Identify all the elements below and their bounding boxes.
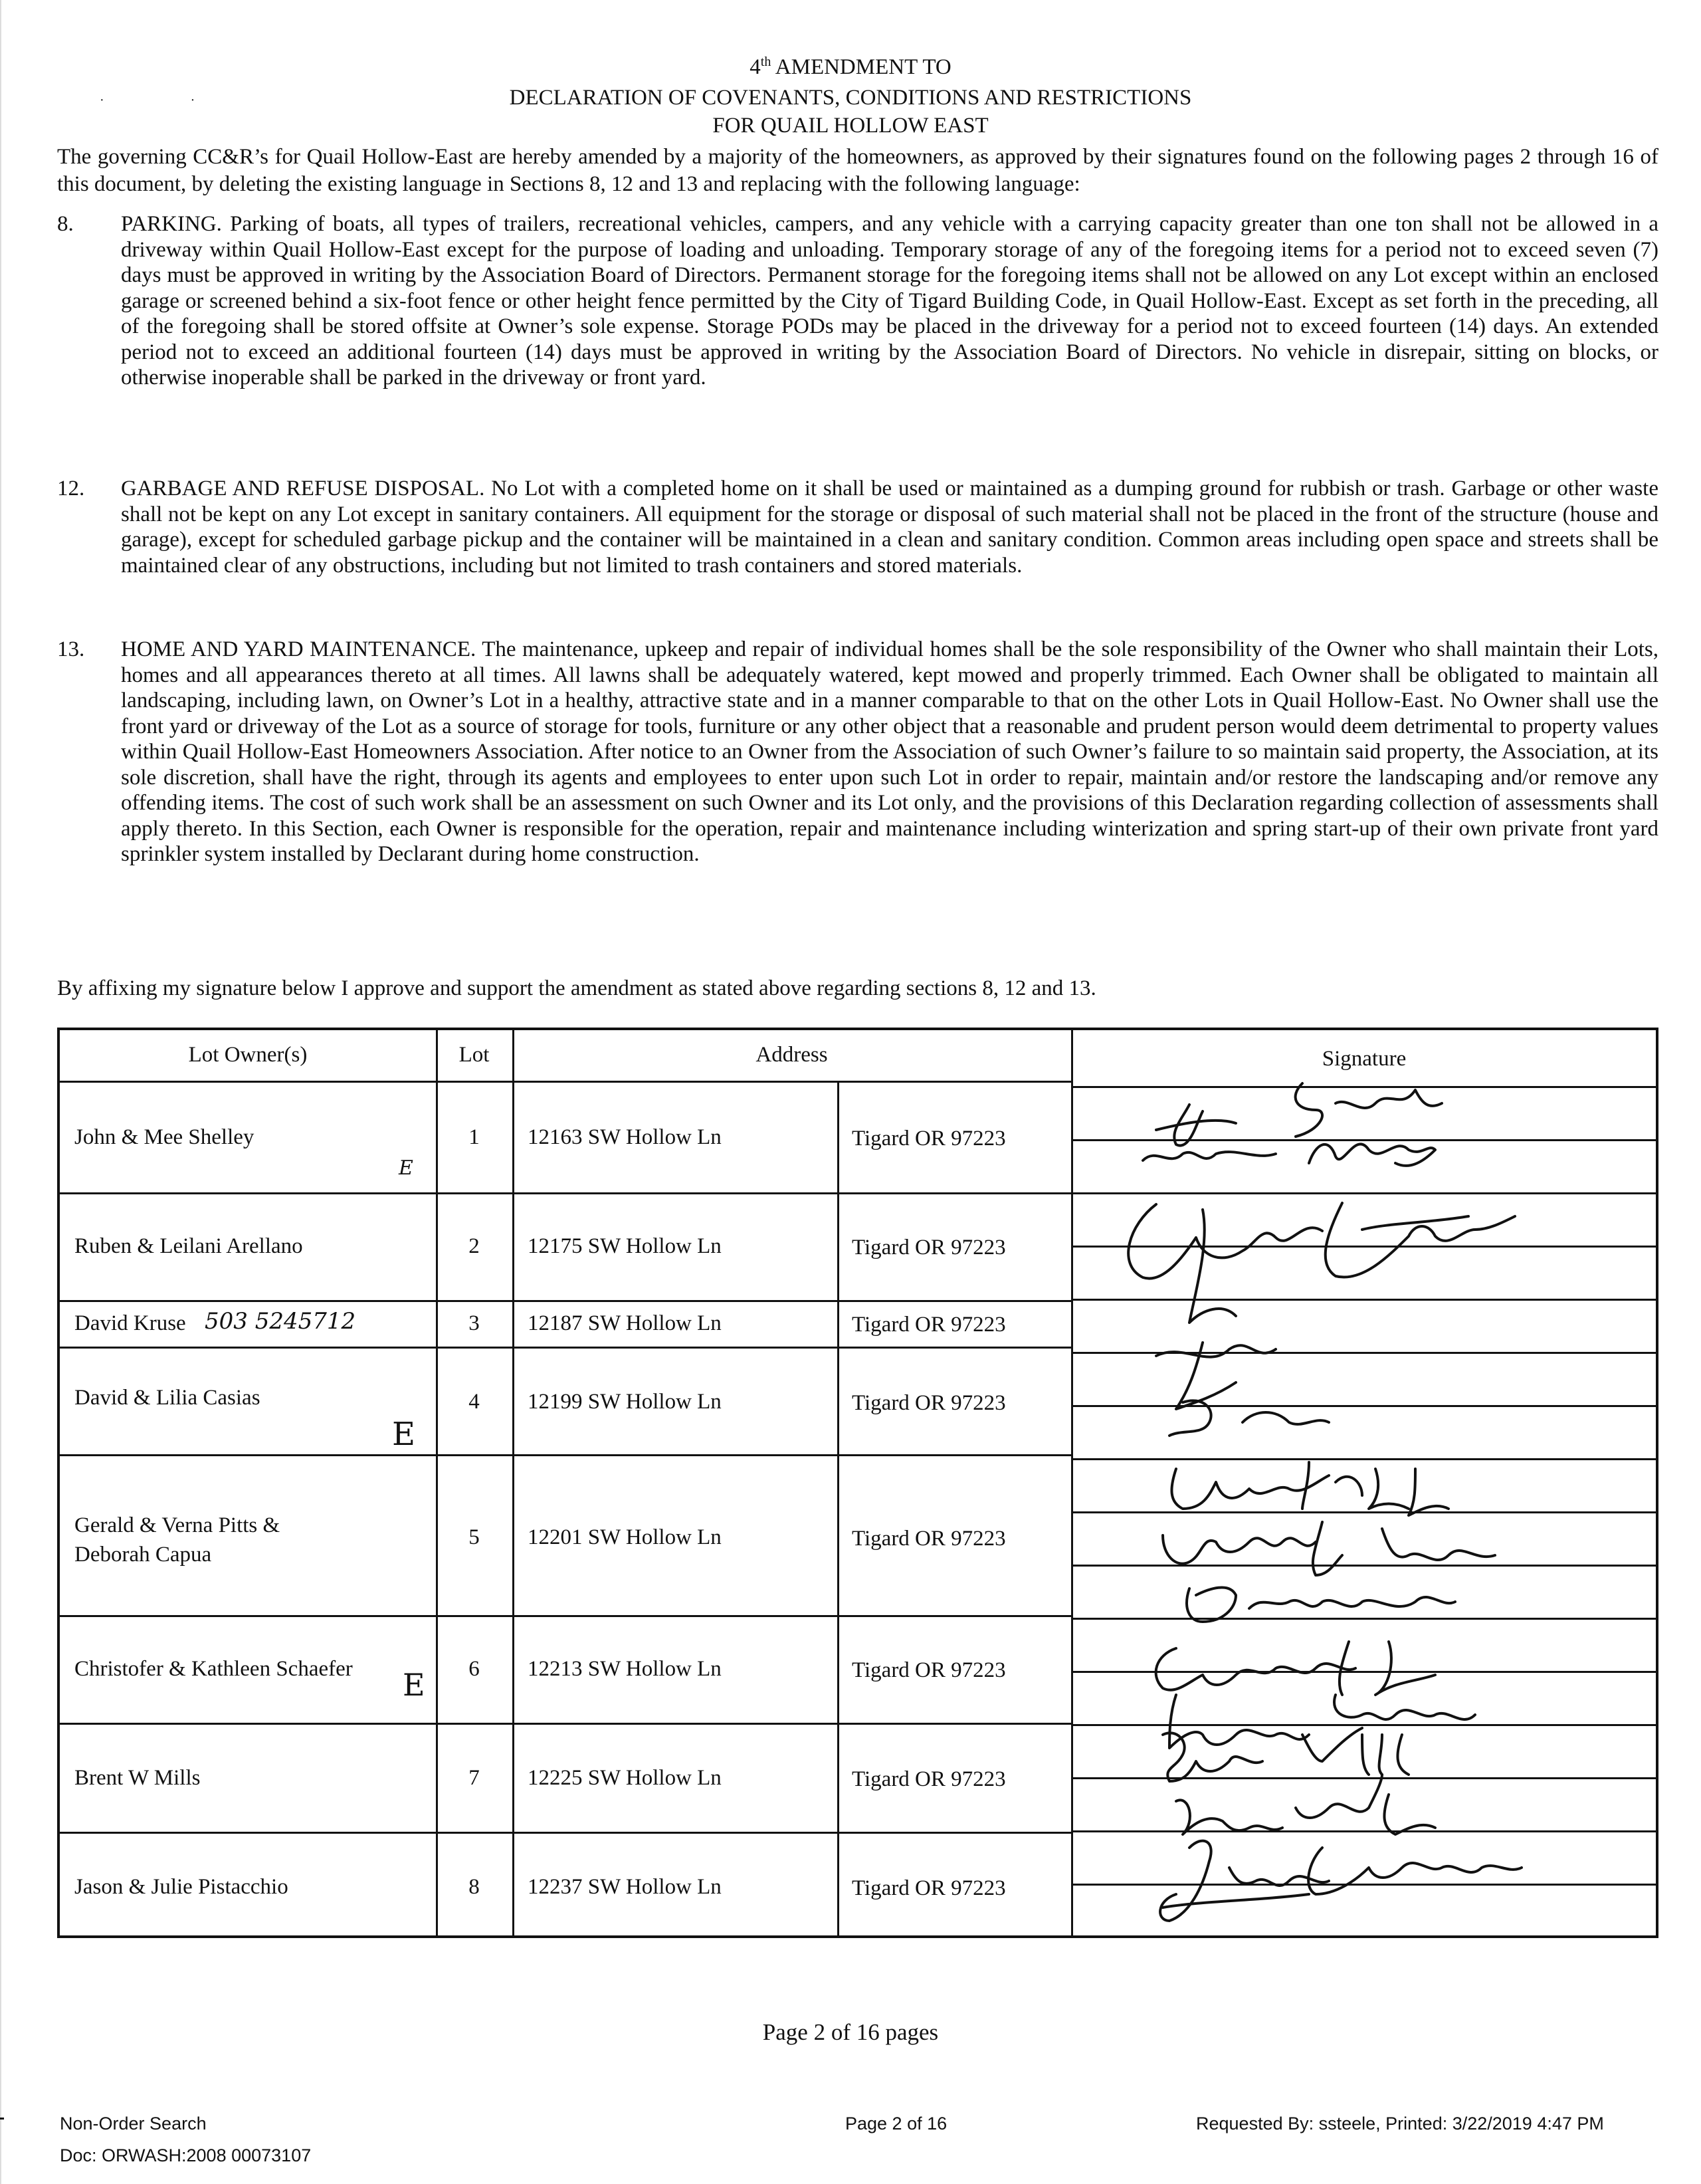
scan-mark bbox=[0, 2118, 4, 2120]
owner-name: Ruben & Leilani Arellano bbox=[74, 1234, 303, 1258]
footer-page: Page 2 of 16 bbox=[845, 2114, 948, 2133]
section-number: 12. bbox=[57, 477, 85, 500]
owner-name: Gerald & Verna Pitts & bbox=[74, 1513, 280, 1537]
page-number-label: Page 2 of 16 pages bbox=[762, 2019, 939, 2045]
scan-specks: ·· bbox=[100, 93, 282, 108]
city-state-zip: Tigard OR 97223 bbox=[852, 1527, 1006, 1551]
handwritten-note: E bbox=[403, 1667, 425, 1703]
owner-name: Jason & Julie Pistacchio bbox=[74, 1875, 288, 1899]
street-address: 12213 SW Hollow Ln bbox=[528, 1657, 722, 1681]
footer-search-type: Non-Order Search bbox=[60, 2114, 207, 2133]
signatures-graphic bbox=[60, 1030, 1656, 1935]
street-address: 12163 SW Hollow Ln bbox=[528, 1125, 722, 1149]
city-state-zip: Tigard OR 97223 bbox=[852, 1236, 1006, 1259]
city-state-zip: Tigard OR 97223 bbox=[852, 1658, 1006, 1682]
owner-name: Christofer & Kathleen Schaefer bbox=[74, 1657, 353, 1681]
community-title: FOR QUAIL HOLLOW EAST bbox=[712, 114, 989, 138]
lot-number: 6 bbox=[468, 1657, 480, 1681]
owner-name-line2: Deborah Capua bbox=[74, 1543, 212, 1567]
approval-statement: By affixing my signature below I approve and support the amendment as stated above regarding sections 8, 12 and 13. bbox=[57, 976, 1096, 1000]
owner-name: David Kruse bbox=[74, 1311, 186, 1335]
city-state-zip: Tigard OR 97223 bbox=[852, 1313, 1006, 1337]
section-number: 8. bbox=[57, 212, 74, 236]
signature-table bbox=[57, 1028, 1658, 1938]
amendment-suffix: th bbox=[760, 55, 771, 69]
city-state-zip: Tigard OR 97223 bbox=[852, 1767, 1006, 1791]
section-13 bbox=[57, 637, 1658, 867]
lot-number: 3 bbox=[468, 1311, 480, 1335]
lot-number: 7 bbox=[468, 1766, 480, 1790]
owner-name: Brent W Mills bbox=[74, 1766, 201, 1790]
header-lot-owners: Lot Owner(s) bbox=[188, 1043, 308, 1067]
lot-number: 8 bbox=[468, 1875, 480, 1899]
amendment-title bbox=[0, 52, 1701, 82]
street-address: 12187 SW Hollow Ln bbox=[528, 1311, 722, 1335]
handwritten-phone: 503 5245712 bbox=[205, 1308, 356, 1335]
city-state-zip: Tigard OR 97223 bbox=[852, 1127, 1006, 1150]
amendment-number: 4 bbox=[750, 55, 761, 79]
street-address: 12237 SW Hollow Ln bbox=[528, 1875, 722, 1899]
owner-name: David & Lilia Casias bbox=[74, 1386, 260, 1410]
section-12 bbox=[57, 476, 1658, 578]
header-lot: Lot bbox=[458, 1043, 490, 1067]
section-text: GARBAGE AND REFUSE DISPOSAL. No Lot with a completed home on it shall be used or maintained as a dumping ground for rubbish or trash. Garbage or other waste shall not be kept on any Lot except in sanitary containers. All equipment for the storage or disposal of such material shall not be placed in the front of the structure (house and garage), except for scheduled garbage pickup and the container will be maintained in a clean and sanitary condition. Common areas including open space and streets shall be maintained clear of any obstructions, including but not limited to trash containers and stored materials. bbox=[121, 477, 1658, 578]
section-number: 13. bbox=[57, 637, 85, 661]
header-address: Address bbox=[755, 1043, 828, 1067]
lot-number: 1 bbox=[468, 1125, 480, 1149]
lot-number: 4 bbox=[468, 1390, 480, 1414]
street-address: 12225 SW Hollow Ln bbox=[528, 1766, 722, 1790]
handwritten-note: E bbox=[392, 1416, 416, 1453]
scan-edge bbox=[0, 0, 1, 2184]
street-address: 12175 SW Hollow Ln bbox=[528, 1234, 722, 1258]
header-signature: Signature bbox=[1322, 1047, 1407, 1071]
section-text: HOME AND YARD MAINTENANCE. The maintenance, upkeep and repair of individual homes shall be the sole responsibility of the Owner who shall maintain their Lots, homes and all appearances thereto at all times. All lawns shall be adequately watered, kept mowed and properly trimmed. Each Owner shall be obligated to maintain all landscaping, including lawn, on Owner’s Lot in a healthy, attractive state and in a manner comparable to that on the other Lots in Quail Hollow-East. No Owner shall use the front yard or driveway of the Lot as a source of storage for tools, furniture or any other object that a reasonable and prudent person would deem detrimental to property values within Quail Hollow-East Homeowners Association. After notice to an Owner from the Association of such Owner’s failure to so maintain said property, the Association, at its sole discretion, shall have the right, through its agents and employees to enter upon such Lot in order to repair, maintain and/or restore the landscaping and/or remove any offending items. The cost of such work shall be an assessment on such Owner and its Lot only, and the provisions of this Declaration regarding collection of assessments shall apply thereto. In this Section, each Owner is responsible for the operation, repair and maintenance including winterization and spring start-up of their own private front yard sprinkler system installed by Declarant during home construction. bbox=[121, 637, 1658, 866]
city-state-zip: Tigard OR 97223 bbox=[852, 1876, 1006, 1900]
owner-name: John & Mee Shelley bbox=[74, 1125, 254, 1149]
section-text: PARKING. Parking of boats, all types of trailers, recreational vehicles, campers, and any vehicle with a carrying capacity greater than one ton shall not be allowed in a driveway within Quail Hollow-East except for the purpose of loading and unloading. Temporary storage of any of the foregoing items for a period not to exceed seven (7) days must be approved in writing by the Association Board of Directors. Permanent storage for the foregoing items shall not be allowed on any Lot except within an enclosed garage or screened behind a six-foot fence or other height fence permitted by the City of Tigard Building Code, in Quail Hollow-East. Except as set forth in the preceding, all of the foregoing shall be stored offsite at Owner’s sole expense. Storage PODs may be placed in the driveway for a period not to exceed fourteen (14) days. An extended period not to exceed an additional fourteen (14) days must be approved in writing by the Association Board of Directors. No vehicle in disrepair, sitting on blocks, or otherwise inoperable shall be parked in the driveway or front yard. bbox=[121, 212, 1658, 389]
declaration-title: DECLARATION OF COVENANTS, CONDITIONS AND RESTRICTIONS bbox=[509, 86, 1192, 110]
footer-doc-id: Doc: ORWASH:2008 00073107 bbox=[60, 2145, 312, 2165]
street-address: 12199 SW Hollow Ln bbox=[528, 1390, 722, 1414]
handwritten-note: E bbox=[399, 1156, 413, 1180]
amendment-heading: AMENDMENT TO bbox=[771, 55, 951, 79]
intro-paragraph: The governing CC&R’s for Quail Hollow-East are hereby amended by a majority of the homeowners, as approved by their signatures found on the following pages 2 through 16 of this document, by deleting the existing language in Sections 8, 12 and 13 and replacing with the following language: bbox=[57, 145, 1658, 196]
lot-number: 5 bbox=[468, 1525, 480, 1549]
street-address: 12201 SW Hollow Ln bbox=[528, 1525, 722, 1549]
city-state-zip: Tigard OR 97223 bbox=[852, 1391, 1006, 1415]
lot-number: 2 bbox=[468, 1234, 480, 1258]
section-8 bbox=[57, 211, 1658, 391]
footer-requested-by: Requested By: ssteele, Printed: 3/22/2019 4:47 PM bbox=[1196, 2114, 1604, 2133]
